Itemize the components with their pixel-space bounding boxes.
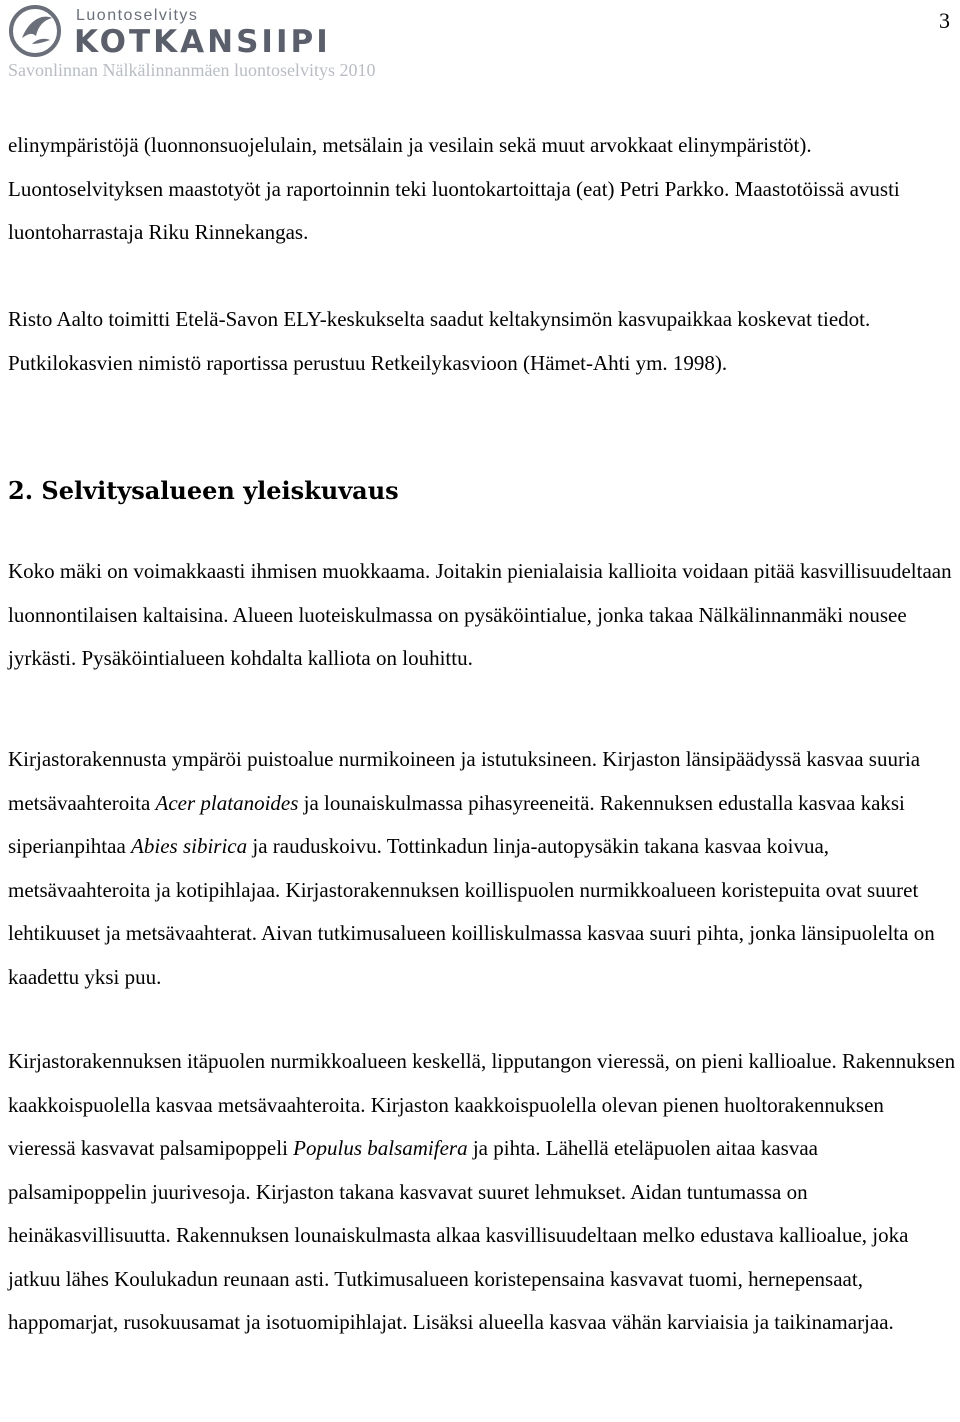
paragraph-5-text-a: Kirjastorakennuksen itäpuolen nurmikkoalueen keskellä, lipputangon vieressä, on pieni kallioalue. Rakennuksen kaakkoispuolella kasvaa metsävaahteroita. Kirjaston kaakkoispuolella olevan pienen huoltorakennuksen vieressä kasvavat palsamipoppeli	[8, 1049, 956, 1160]
paragraph-4-text-e: ja rauduskoivu. Tottinkadun linja-autopysäkin takana kasvaa koivua, metsävaahteroita ja kotipihlajaa. Kirjastorakennuksen koillispuolen nurmikkoalueen koristepuita ovat suuret lehtikuuset ja metsävaahterat. Aivan tutkimusalueen koilliskulmassa kasvaa suuri pihta, jonka länsipuolelta on kaadettu yksi puu.	[8, 834, 935, 989]
logo-subtitle: Luontoselvitys	[76, 7, 199, 24]
paragraph-3: Koko mäki on voimakkaasti ihmisen muokkaama. Joitakin pienialaisia kallioita voidaan pitää kasvillisuudeltaan luonnontilaisen kaltaisina. Alueen luoteiskulmassa on pysäköintialue, jonka takaa Nälkälinnanmäki nousee jyrkästi. Pysäköintialueen kohdalta kalliota on louhittu.	[8, 559, 952, 670]
paragraph-2: Risto Aalto toimitti Etelä-Savon ELY-keskukselta saadut keltakynsimön kasvupaikkaa koskevat tiedot. Putkilokasvien nimistö raportissa perustuu Retkeilykasvioon (Hämet-Ahti ym. 1998).	[8, 307, 871, 375]
kotkansiipi-logo	[8, 4, 428, 64]
paragraph-4	[8, 738, 956, 999]
kotkansiipi-bird-icon	[8, 4, 62, 58]
paragraph-4-text-c: ja lounaiskulmassa pihasyreeneitä. Rakennuksen edustalla kasvaa kaksi siperianpihtaa	[8, 790, 905, 858]
paragraph-1: elinympäristöjä (luonnonsuojelulain, metsälain ja vesilain sekä muut arvokkaat elinympäristöt). Luontoselvityksen maastotyöt ja raportoinnin teki luontokartoittaja (eat) Petri Parkko. Maastotöissä avusti luontoharrastaja Riku Rinnekangas.	[8, 133, 900, 244]
species-abies-sibirica: Abies sibirica	[131, 834, 248, 858]
paragraph-5	[8, 1040, 956, 1345]
logo-title: KOTKANSIIPI	[74, 24, 331, 60]
species-populus-balsamifera: Populus balsamifera	[293, 1136, 468, 1160]
paragraph-4-text-a: Kirjastorakennusta ympäröi puistoalue nurmikoineen ja istutuksineen. Kirjaston länsipäädyssä kasvaa suuria metsävaahteroita	[8, 747, 921, 815]
running-title: Savonlinnan Nälkälinnanmäen luontoselvitys 2010	[8, 60, 376, 80]
species-acer-platanoides: Acer platanoides	[155, 790, 299, 815]
paragraph-5-text-c: ja pihta. Lähellä eteläpuolen aitaa kasvaa palsamipoppelin juurivesoja. Kirjaston takana kasvavat suuret lehmukset. Aidan tuntumassa on heinäkasvillisuutta. Rakennuksen lounaiskulmasta alkaa kasvillisuudeltaan melko edustava kallioalue, joka jatkuu lähes Koulukadun reunaan asti. Tutkimusalueen koristepensaina kasvavat tuomi, hernepensaat, happomarjat, rusokuusamat ja isotuomipihlajat. Lisäksi alueella kasvaa vähän karviaisia ja taikinamarjaa.	[8, 1136, 909, 1334]
section-heading: 2. Selvitysalueen yleiskuvaus	[8, 476, 399, 505]
page-number: 3	[939, 8, 950, 33]
